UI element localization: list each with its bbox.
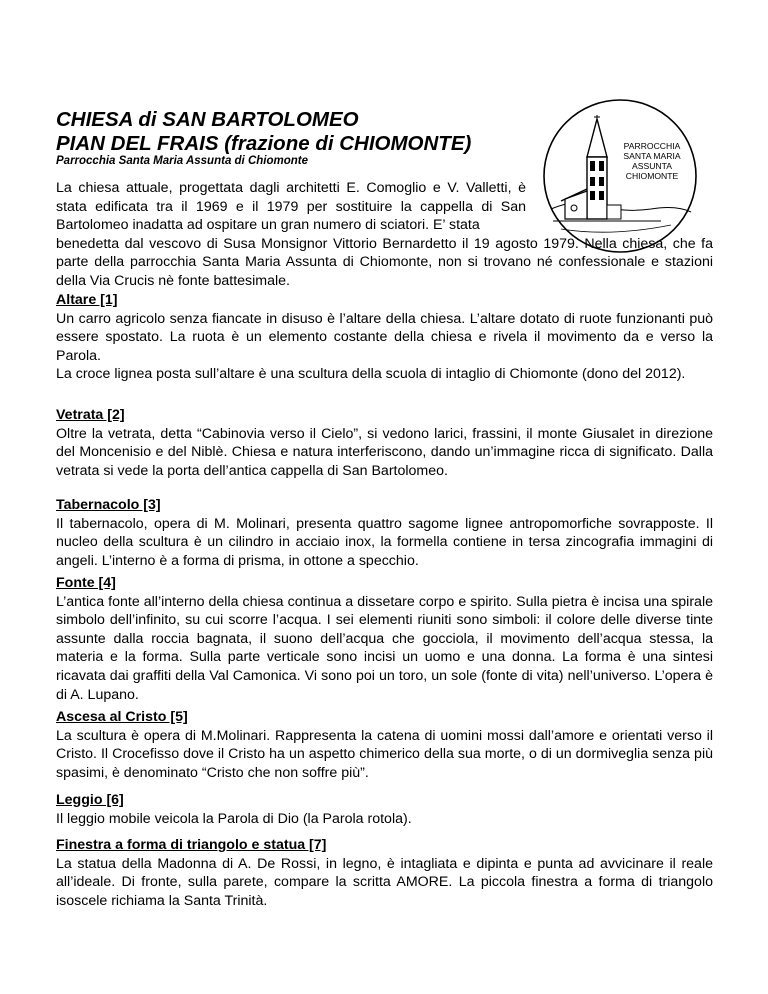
section-paragraph: Il tabernacolo, opera di M. Molinari, presenta quattro sagome lignee antropomorfiche sovrapposte. Il nucleo della scultura è un cilindro in acciaio inox, la formella contiene in tersa zincografia immagini di angeli. L’interno è a forma di prisma, in ottone a specchio.: [56, 515, 713, 569]
section-paragraph: Oltre la vetrata, detta “Cabinovia verso il Cielo”, si vedono larici, frassini, il monte Giusalet in direzione del Moncenisio e del Niblè. Chiesa e natura interferiscono, dando un’immagine ricca di significato. Dalla vetrata si vede la porta dell’antica cappella di San Bartolomeo.: [56, 425, 713, 479]
section-heading: Fonte [4]: [56, 575, 116, 591]
section-heading: Finestra a forma di triangolo e statua [7]: [56, 837, 327, 853]
section-fonte: [56, 574, 713, 704]
section-vetrata: [56, 406, 713, 480]
section-finestra: [56, 836, 713, 910]
intro-text-narrow: La chiesa attuale, progettata dagli architetti E. Comoglio e V. Valletti, è stata edificata tra il 1969 e il 1979 per sostituire la cappella di San Bartolomeo inadatta ad ospitare un gran numero di sciatori. E’ stata: [56, 180, 526, 234]
section-tabernacolo: [56, 496, 713, 570]
section-paragraph: Un carro agricolo senza fiancate in disuso è l’altare della chiesa. L’altare dotato di ruote funzionanti può essere spostato. La ruota è un elemento costante della chiesa e rivela il movimento da e verso la Parola.: [56, 310, 713, 364]
section-altare: [56, 291, 713, 384]
intro-text-wide: benedetta dal vescovo di Susa Monsignor Vittorio Bernardetto il 19 agosto 1979. Nella chiesa, che fa parte della parrocchia Santa Maria Assunta di Chiomonte, non si trovano né confessionale e stazioni della Via Crucis nè fonte battesimale.: [56, 235, 713, 289]
section-paragraph: La scultura è opera di M.Molinari. Rappresenta la catena di uomini mossi dall’amore e orientati verso il Cristo. Il Crocefisso dove il Cristo ha un aspetto chimerico della sua morte, o di un dormiveglia senza più spasimi, è denominato “Cristo che non soffre più”.: [56, 727, 713, 781]
intro-paragraph: [56, 179, 713, 291]
logo-line-3: ASSUNTA: [632, 161, 672, 171]
section-paragraph: Il leggio mobile veicola la Parola di Dio (la Parola rotola).: [56, 810, 412, 827]
section-heading: Ascesa al Cristo [5]: [56, 709, 188, 725]
section-heading: Leggio [6]: [56, 792, 124, 808]
section-heading: Altare [1]: [56, 292, 118, 308]
page-title: [56, 108, 526, 156]
logo-line-4: CHIOMONTE: [625, 171, 679, 181]
page-subtitle: Parrocchia Santa Maria Assunta di Chiomonte: [56, 155, 308, 167]
section-ascesa: [56, 708, 713, 782]
logo-line-2: SANTA MARIA: [623, 151, 681, 161]
section-paragraph: La statua della Madonna di A. De Rossi, in legno, è intagliata e dipinta e punta ad avvicinare il reale all’ideale. Di fronte, sulla parete, compare la scritta AMORE. La piccola finestra a forma di triangolo isoscele richiama la Santa Trinità.: [56, 855, 713, 909]
section-paragraph: La croce lignea posta sull’altare è una scultura della scuola di intaglio di Chiomonte (dono del 2012).: [56, 366, 686, 383]
section-heading: Tabernacolo [3]: [56, 497, 161, 513]
title-line-1: CHIESA di SAN BARTOLOMEO: [56, 108, 359, 131]
title-line-2: PIAN DEL FRAIS (frazione di CHIOMONTE): [56, 132, 472, 155]
section-paragraph: L’antica fonte all’interno della chiesa continua a dissetare corpo e spirito. Sulla pietra è incisa una spirale simbolo dell’infinito, su cui scorre l’acqua. I sei elementi riuniti sono simboli: il colore delle diverse tinte assunte dalla roccia bagnata, il suono dell’acqua che gocciola, il movimento dell’acqua stessa, la materia e la forma. Sulla parte verticale sono incisi un uomo e una donna. La forma è una sintesi ricavata dai graffiti della Val Camonica. Vi sono poi un toro, un sole (fonte di vita) nell’universo. L’opera è di A. Lupano.: [56, 593, 713, 703]
section-leggio: [56, 791, 713, 828]
logo-line-1: PARROCCHIA: [623, 141, 681, 151]
section-heading: Vetrata [2]: [56, 407, 125, 423]
